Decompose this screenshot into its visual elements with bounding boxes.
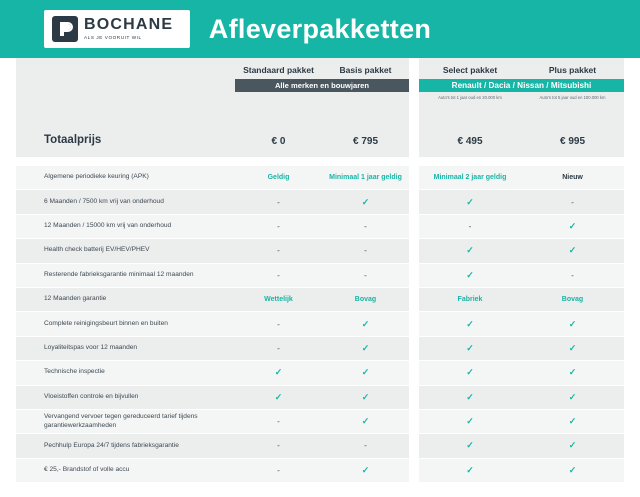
logo-name: BOCHANE: [84, 16, 174, 34]
feature-cell: ✓: [466, 342, 474, 353]
logo-tagline: ALS JE VOORUIT WIL: [84, 35, 142, 41]
right-margin-gap: [624, 459, 640, 482]
feature-cell: Bovag: [354, 296, 377, 304]
feature-cell: ✓: [361, 367, 370, 378]
group-right-headings: [419, 58, 624, 75]
feature-cell: ✓: [361, 416, 370, 427]
group-divider-gap: [409, 58, 419, 130]
feature-cell: ✓: [361, 196, 370, 207]
group-divider-gap: [409, 190, 419, 213]
page-title: Afleverpakketten: [208, 13, 432, 44]
right-margin-gap: [624, 337, 640, 360]
feature-cell: -: [277, 343, 280, 353]
feature-label: 12 Maanden garantie: [44, 295, 107, 303]
feature-cell: Nieuw: [562, 174, 583, 182]
feature-cell: -: [277, 270, 280, 280]
feature-cell: ✓: [466, 269, 474, 280]
left-margin-gap: [0, 264, 16, 287]
feature-cell: Wettelijk: [264, 296, 293, 304]
feature-label: Vloeistoffen controle en bijvullen: [44, 392, 139, 400]
column-head-standaard: Standaard pakket: [243, 65, 314, 75]
feature-label: Health check batterij EV/HEV/PHEV: [44, 246, 150, 254]
table-row: [0, 239, 640, 263]
left-margin-gap: [0, 130, 16, 157]
table-row: [0, 410, 640, 434]
price-plus: € 995: [559, 136, 586, 147]
feature-label: Pechhulp Europa 24/7 tijdens fabrieksgarantie: [44, 441, 179, 449]
feature-cell: Bovag: [561, 296, 584, 304]
feature-cell: -: [277, 197, 280, 207]
feature-cell: -: [468, 221, 472, 231]
feature-cell: ✓: [466, 196, 474, 207]
group-right-banner: Renault / Dacia / Nissan / Mitsubishi: [419, 79, 624, 92]
right-margin-gap: [624, 434, 640, 457]
left-margin-gap: [0, 239, 16, 262]
feature-label: Technische inspectie: [44, 368, 105, 376]
price-standaard: € 0: [271, 136, 286, 147]
left-margin-gap: [0, 434, 16, 457]
feature-cell: ✓: [466, 391, 474, 402]
price-basis: € 795: [352, 136, 379, 147]
table-row: [0, 312, 640, 336]
table-row: [0, 386, 640, 410]
table-row: [0, 288, 640, 312]
page-header: [0, 0, 640, 58]
column-note-select: Auto's tot 1 jaar oud en 20.000 km: [438, 95, 502, 100]
feature-cell: ✓: [568, 391, 577, 402]
table-row: [0, 215, 640, 239]
left-margin-gap: [0, 58, 16, 130]
feature-label: Resterende fabrieksgarantie minimaal 12 maanden: [44, 270, 194, 278]
group-divider-gap: [409, 264, 419, 287]
left-margin-gap: [0, 361, 16, 384]
feature-cell: -: [364, 270, 367, 280]
feature-label: 12 Maanden / 15000 km vrij van onderhoud: [44, 222, 172, 230]
table-row: [0, 434, 640, 458]
feature-cell: Fabriek: [457, 296, 483, 304]
right-margin-gap: [624, 288, 640, 311]
feature-table: [0, 166, 640, 483]
feature-cell: ✓: [361, 318, 370, 329]
left-margin-gap: [0, 337, 16, 360]
feature-label: Complete reinigingsbeurt binnen en buiten: [44, 319, 168, 327]
group-divider-gap: [409, 361, 419, 384]
feature-cell: ✓: [274, 391, 283, 402]
right-margin-gap: [624, 361, 640, 384]
group-divider-gap: [409, 459, 419, 482]
group-divider-gap: [409, 239, 419, 262]
feature-label: 6 Maanden / 7500 km vrij van onderhoud: [44, 197, 164, 205]
right-margin-gap: [624, 312, 640, 335]
right-margin-gap: [624, 239, 640, 262]
left-margin-gap: [0, 459, 16, 482]
feature-cell: -: [364, 246, 367, 256]
group-divider-gap: [409, 215, 419, 238]
right-margin-gap: [624, 386, 640, 409]
feature-cell: -: [277, 441, 280, 451]
feature-cell: ✓: [568, 367, 577, 378]
price-select: € 495: [457, 136, 483, 147]
table-row: [0, 459, 640, 483]
group-left: [235, 58, 409, 95]
feature-cell: ✓: [466, 245, 474, 256]
table-row: [0, 337, 640, 361]
group-divider-gap: [409, 337, 419, 360]
table-row: [0, 264, 640, 288]
group-right: [419, 58, 624, 100]
feature-cell: ✓: [274, 367, 283, 378]
feature-cell: ✓: [466, 464, 474, 475]
right-margin-gap: [624, 166, 640, 189]
feature-cell: ✓: [361, 464, 370, 475]
group-left-headings: [235, 58, 409, 75]
feature-cell: ✓: [466, 367, 474, 378]
group-divider-gap: [409, 386, 419, 409]
feature-cell: ✓: [568, 416, 577, 427]
left-margin-gap: [0, 215, 16, 238]
total-price-label: Totaalprijs: [44, 134, 102, 146]
right-margin-gap: [624, 190, 640, 213]
column-header-band: [0, 58, 640, 130]
feature-cell: ✓: [568, 318, 577, 329]
left-margin-gap: [0, 410, 16, 433]
feature-cell: -: [364, 221, 367, 231]
feature-cell: ✓: [568, 245, 577, 256]
left-margin-gap: [0, 288, 16, 311]
right-margin-gap: [624, 58, 640, 130]
left-margin-gap: [0, 386, 16, 409]
column-note-plus: Auto's tot 5 jaar oud en 100.000 km: [539, 95, 606, 100]
group-left-banner: Alle merken en bouwjaren: [235, 79, 409, 92]
total-price-row: [0, 130, 640, 157]
feature-cell: ✓: [466, 416, 474, 427]
feature-cell: -: [277, 417, 280, 427]
footer-strip: [0, 483, 640, 497]
feature-label: Loyaliteitspas voor 12 maanden: [44, 343, 138, 351]
feature-cell: ✓: [568, 440, 577, 451]
feature-label: € 25,- Brandstof of volle accu: [44, 465, 130, 473]
group-right-notes: [419, 95, 624, 100]
feature-label: Algemene periodieke keuring (APK): [44, 173, 149, 181]
table-row: [0, 166, 640, 190]
feature-cell: ✓: [361, 342, 370, 353]
table-row: [0, 361, 640, 385]
group-divider-gap: [409, 166, 419, 189]
right-margin-gap: [624, 410, 640, 433]
feature-label: Vervangend vervoer tegen gereduceerd tarief tijdens garantiewerkzaamheden: [44, 412, 198, 429]
feature-cell: -: [364, 441, 367, 451]
feature-cell: -: [277, 465, 280, 475]
group-divider-gap: [409, 434, 419, 457]
column-head-plus: Plus pakket: [548, 65, 597, 75]
feature-cell: -: [277, 221, 280, 231]
feature-cell: ✓: [466, 440, 474, 451]
right-margin-gap: [624, 215, 640, 238]
feature-cell: -: [277, 246, 280, 256]
column-head-select: Select pakket: [442, 65, 498, 75]
right-margin-gap: [624, 264, 640, 287]
feature-cell: Minimaal 1 jaar geldig: [329, 174, 402, 182]
left-margin-gap: [0, 312, 16, 335]
group-divider-gap: [409, 312, 419, 335]
left-margin-gap: [0, 190, 16, 213]
table-row: [0, 190, 640, 214]
feature-cell: ✓: [568, 342, 577, 353]
feature-cell: ✓: [361, 391, 370, 402]
group-divider-gap: [409, 288, 419, 311]
feature-cell: -: [571, 197, 574, 207]
right-margin-gap: [624, 130, 640, 157]
feature-cell: -: [571, 270, 574, 280]
feature-cell: Geldig: [267, 174, 290, 182]
group-divider-gap: [409, 410, 419, 433]
left-margin-gap: [0, 166, 16, 189]
feature-cell: Minimaal 2 jaar geldig: [433, 174, 507, 182]
spacer-strip: [0, 157, 640, 166]
feature-cell: ✓: [568, 464, 577, 475]
feature-cell: -: [277, 319, 280, 329]
feature-cell: ✓: [568, 220, 577, 231]
column-head-basis: Basis pakket: [339, 65, 392, 75]
feature-cell: ✓: [466, 318, 474, 329]
group-divider-gap: [409, 130, 419, 157]
